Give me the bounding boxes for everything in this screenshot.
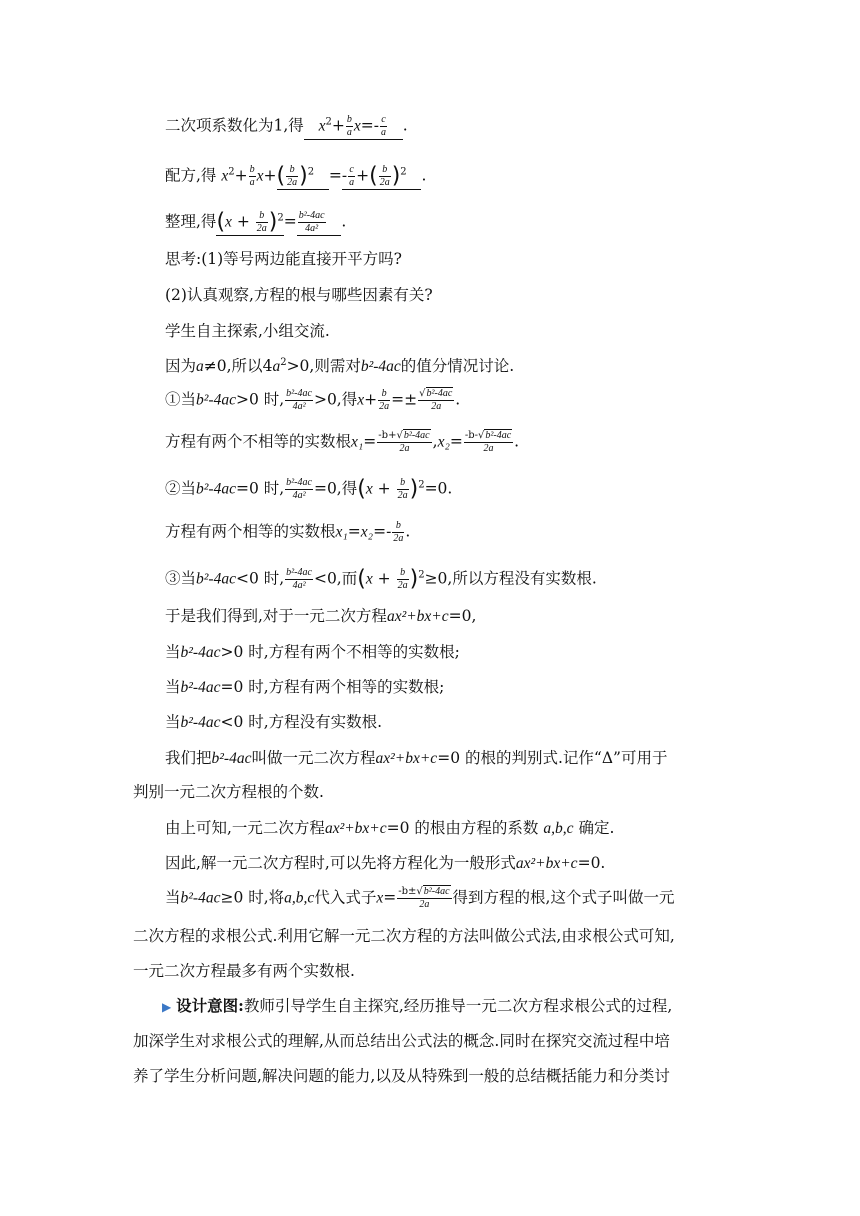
design-intent-2: 加深学生对求根公式的理解,从而总结出公式法的概念.同时在探究交流过程中培	[133, 1032, 670, 1050]
think-question-2: (2)认真观察,方程的根与哪些因素有关?	[165, 286, 433, 304]
coefficient-line: 由上可知,一元二次方程ax²+bx+c=0 的根由方程的系数 a,b,c 确定.	[165, 819, 615, 837]
design-intent: ▶ 设计意图:教师引导学生自主探究,经历推导一元二次方程求根公式的过程,	[162, 996, 673, 1015]
triangle-right-icon: ▶	[162, 1000, 172, 1014]
case-2-roots: 方程有两个相等的实数根x₁=x₂=- $\frac{b}{2a}$ .	[165, 520, 411, 544]
design-intent-3: 养了学生分析问题,解决问题的能力,以及从特殊到一般的总结概括能力和分类讨	[133, 1067, 670, 1085]
summary-intro: 于是我们得到,对于一元二次方程ax²+bx+c=0,	[165, 607, 477, 625]
discriminant-definition: 我们把b²-4ac叫做一元二次方程ax²+bx+c=0 的根的判别式.记作“Δ”可用于	[165, 749, 668, 767]
case-2: ②当b²-4ac=0 时, $\frac{\text{b²-4ac}}{\text{4a²}}$ =0,得(x + $\frac{b}{2a}$ )$^2$=0.	[165, 476, 453, 502]
summary-2: 当b²-4ac=0 时,方程有两个相等的实数根;	[165, 678, 445, 696]
summary-3: 当b²-4ac<0 时,方程没有实数根.	[165, 713, 383, 731]
summary-1: 当b²-4ac>0 时,方程有两个不相等的实数根;	[165, 643, 460, 661]
line-rearrange: 整理,得(x + $\frac{b}{2a}$ )$^2$= $\frac{\text{b²-4ac}}{\text{4a²}}$ .	[165, 209, 347, 235]
case-3: ③当b²-4ac<0 时, $\frac{\text{b²-4ac}}{\text{4a²}}$ <0,而(x + $\frac{b}{2a}$ )$^2$≥0,所以方程没有实数根.	[165, 566, 597, 592]
blank-1: $x^2+$ $\frac{b}{a}$ x=- $\frac{c}{a}$	[304, 114, 403, 140]
formula-line: 当b²-4ac≥0 时,将a,b,c代入式子x= $\frac{\text{-b±√b²-4ac}}{2a}$ 得到方程的根,这个式子叫做一元	[165, 886, 675, 910]
discriminant-definition-2: 判别一元二次方程根的个数.	[133, 783, 324, 801]
case-1-roots: 方程有两个不相等的实数根x₁= $\frac{\text{-b+√b²-4ac}}{2a}$ ,x₂= $\frac{\text{-b-√b²-4ac}}{2a}$ .	[165, 430, 520, 454]
line-normalize: 二次项系数化为1,得 $x^2+$ $\frac{b}{a}$ x=- $\frac{c}{a}$ .	[165, 114, 408, 138]
general-form-line: 因此,解一元二次方程时,可以先将方程化为一般形式ax²+bx+c=0.	[165, 854, 606, 872]
line-complete-square: 配方,得 $x^2+$ $\frac{b}{a}$ x+( $\frac{b}{2a}$ )$^2$ =- $\frac{c}{a}$ +( $\frac{b}{2a}$ )$^2$ .	[165, 163, 427, 189]
think-question-1: 思考:(1)等号两边能直接开平方吗?	[165, 250, 402, 268]
because-line: 因为a≠0,所以$4a^2>0$,则需对b²-4ac的值分情况讨论.	[165, 356, 515, 375]
formula-line-3: 一元二次方程最多有两个实数根.	[133, 962, 355, 980]
formula-line-2: 二次方程的求根公式.利用它解一元二次方程的方法叫做公式法,由求根公式可知,	[133, 927, 675, 945]
case-1: ①当b²-4ac>0 时, $\frac{\text{b²-4ac}}{\text{4a²}}$ >0,得x+ $\frac{b}{2a}$ =± $\frac{\text{√b²-4ac}}{2a}$ .	[165, 388, 461, 412]
explore-text: 学生自主探索,小组交流.	[165, 322, 330, 340]
